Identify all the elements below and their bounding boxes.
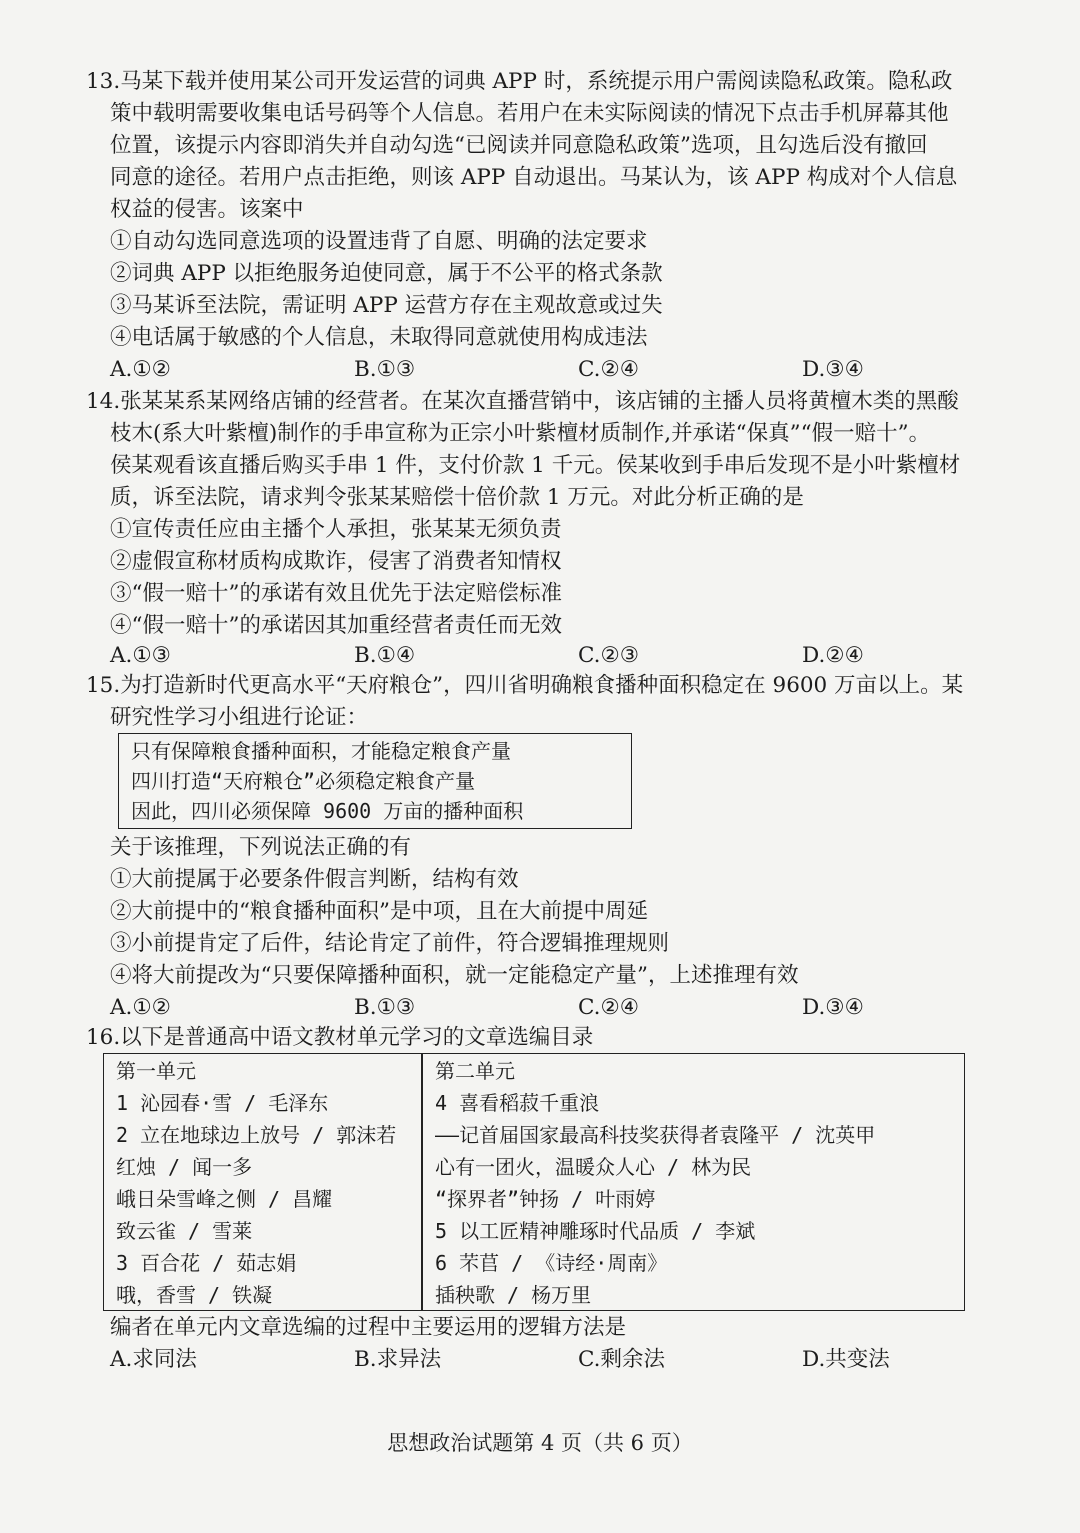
q13-line-1: 13.马某下载并使用某公司开发运营的词典 APP 时，系统提示用户需阅读隐私政策。隐私政 — [86, 69, 953, 94]
q15-option-c[interactable]: C.②④ — [578, 995, 640, 1020]
q16-unit-one-column — [104, 1054, 421, 1310]
q16-left-row-3: 2 立在地球边上放号 / 郭沫若 — [116, 1123, 397, 1147]
q14-option-d[interactable]: D.②④ — [802, 643, 864, 668]
q13-options — [110, 354, 990, 386]
q14-option-a[interactable]: A.①③ — [110, 643, 171, 668]
q15-box-line-2: 四川打造“天府粮仓”必须稳定粮食产量 — [131, 769, 476, 793]
q16-right-row-3: ——记首届国家最高科技奖获得者袁隆平 / 沈英甲 — [435, 1123, 876, 1147]
q13-line-3: 位置，该提示内容即消失并自动勾选“已阅读并同意隐私政策”选项，且勾选后没有撤回 — [110, 133, 928, 158]
q16-right-row-8: 插秧歌 / 杨万里 — [435, 1283, 592, 1307]
q16-right-row-4: 心有一团火，温暖众人心 / 林为民 — [435, 1155, 752, 1179]
q15-box-line-3: 因此，四川必须保障 9600 万亩的播种面积 — [131, 799, 524, 823]
q14-statement-2: ②虚假宣称材质构成欺诈，侵害了消费者知情权 — [110, 549, 562, 574]
q13-statement-3: ③马某诉至法院，需证明 APP 运营方存在主观故意或过失 — [110, 293, 663, 318]
q16-left-row-1: 第一单元 — [116, 1059, 196, 1083]
q16-option-c[interactable]: C.剩余法 — [578, 1347, 666, 1372]
q14-line-3: 侯某观看该直播后购买手串 1 件，支付价款 1 千元。侯某收到手串后发现不是小叶紫檀材 — [110, 453, 961, 478]
page-footer: 思想政治试题第 4 页（共 6 页） — [387, 1431, 693, 1455]
q15-option-d[interactable]: D.③④ — [802, 995, 864, 1020]
q16-prompt: 编者在单元内文章选编的过程中主要运用的逻辑方法是 — [110, 1315, 627, 1340]
q13-line-4: 同意的途径。若用户点击拒绝，则该 APP 自动退出。马某认为，该 APP 构成对个人信息 — [110, 165, 958, 190]
q16-left-row-7: 3 百合花 / 茹志娟 — [116, 1251, 297, 1275]
q16-right-row-5: “探界者”钟扬 / 叶雨婷 — [435, 1187, 656, 1211]
q16-options — [110, 1344, 990, 1376]
q15-argument-box — [118, 733, 632, 829]
q16-left-row-8: 哦，香雪 / 铁凝 — [116, 1283, 273, 1307]
q16-right-row-6: 5 以工匠精神雕琢时代品质 / 李斌 — [435, 1219, 756, 1243]
q14-statement-3: ③“假一赔十”的承诺有效且优先于法定赔偿标准 — [110, 581, 562, 606]
q16-right-row-1: 第二单元 — [435, 1059, 515, 1083]
q15-line-2: 研究性学习小组进行论证： — [110, 705, 369, 730]
q16-table — [103, 1053, 965, 1311]
q15-options — [110, 992, 990, 1024]
q14-line-4: 质，诉至法院，请求判令张某某赔偿十倍价款 1 万元。对此分析正确的是 — [110, 485, 804, 510]
q13-option-d[interactable]: D.③④ — [802, 357, 864, 382]
q16-left-row-5: 峨日朵雪峰之侧 / 昌耀 — [116, 1187, 333, 1211]
q15-statement-2: ②大前提中的“粮食播种面积”是中项，且在大前提中周延 — [110, 899, 648, 924]
q15-statement-1: ①大前提属于必要条件假言判断，结构有效 — [110, 867, 519, 892]
q14-option-c[interactable]: C.②③ — [578, 643, 640, 668]
q13-line-2: 策中载明需要收集电话号码等个人信息。若用户在未实际阅读的情况下点击手机屏幕其他 — [110, 101, 949, 126]
q15-prompt: 关于该推理，下列说法正确的有 — [110, 835, 412, 860]
q16-option-b[interactable]: B.求异法 — [354, 1347, 442, 1372]
q15-statement-3: ③小前提肯定了后件，结论肯定了前件，符合逻辑推理规则 — [110, 931, 670, 956]
q14-line-2: 枝木(系大叶紫檀)制作的手串宣称为正宗小叶紫檀材质制作,并承诺“保真”“假一赔十”。 — [110, 421, 931, 446]
q16-right-row-7: 6 芣苢 / 《诗经·周南》 — [435, 1251, 668, 1275]
q15-option-a[interactable]: A.①② — [110, 995, 171, 1020]
q14-options — [110, 640, 990, 672]
q16-option-a[interactable]: A.求同法 — [110, 1347, 197, 1372]
q13-statement-1: ①自动勾选同意选项的设置违背了自愿、明确的法定要求 — [110, 229, 648, 254]
q13-option-c[interactable]: C.②④ — [578, 357, 640, 382]
q13-statement-2: ②词典 APP 以拒绝服务迫使同意，属于不公平的格式条款 — [110, 261, 663, 286]
q13-option-b[interactable]: B.①③ — [354, 357, 416, 382]
q15-box-line-1: 只有保障粮食播种面积，才能稳定粮食产量 — [131, 739, 511, 763]
q13-line-5: 权益的侵害。该案中 — [110, 197, 304, 222]
q14-statement-4: ④“假一赔十”的承诺因其加重经营者责任而无效 — [110, 613, 562, 638]
q16-right-row-2: 4 喜看稻菽千重浪 — [435, 1091, 600, 1115]
q16-option-d[interactable]: D.共变法 — [802, 1347, 890, 1372]
q16-left-row-6: 致云雀 / 雪莱 — [116, 1219, 253, 1243]
q16-line-1: 16.以下是普通高中语文教材单元学习的文章选编目录 — [86, 1025, 594, 1050]
q14-option-b[interactable]: B.①④ — [354, 643, 416, 668]
q16-left-row-2: 1 沁园春·雪 / 毛泽东 — [116, 1091, 329, 1115]
q16-left-row-4: 红烛 / 闻一多 — [116, 1155, 253, 1179]
q13-option-a[interactable]: A.①② — [110, 357, 171, 382]
q14-statement-1: ①宣传责任应由主播个人承担，张某某无须负责 — [110, 517, 562, 542]
q14-line-1: 14.张某某系某网络店铺的经营者。在某次直播营销中，该店铺的主播人员将黄檀木类的黑酸 — [86, 389, 959, 414]
q15-statement-4: ④将大前提改为“只要保障播种面积，就一定能稳定产量”，上述推理有效 — [110, 963, 799, 988]
q15-option-b[interactable]: B.①③ — [354, 995, 416, 1020]
q15-line-1: 15.为打造新时代更高水平“天府粮仓”，四川省明确粮食播种面积稳定在 9600 万亩以上。某 — [86, 673, 964, 698]
q16-unit-two-column — [423, 1054, 963, 1310]
q13-statement-4: ④电话属于敏感的个人信息，未取得同意就使用构成违法 — [110, 325, 648, 350]
